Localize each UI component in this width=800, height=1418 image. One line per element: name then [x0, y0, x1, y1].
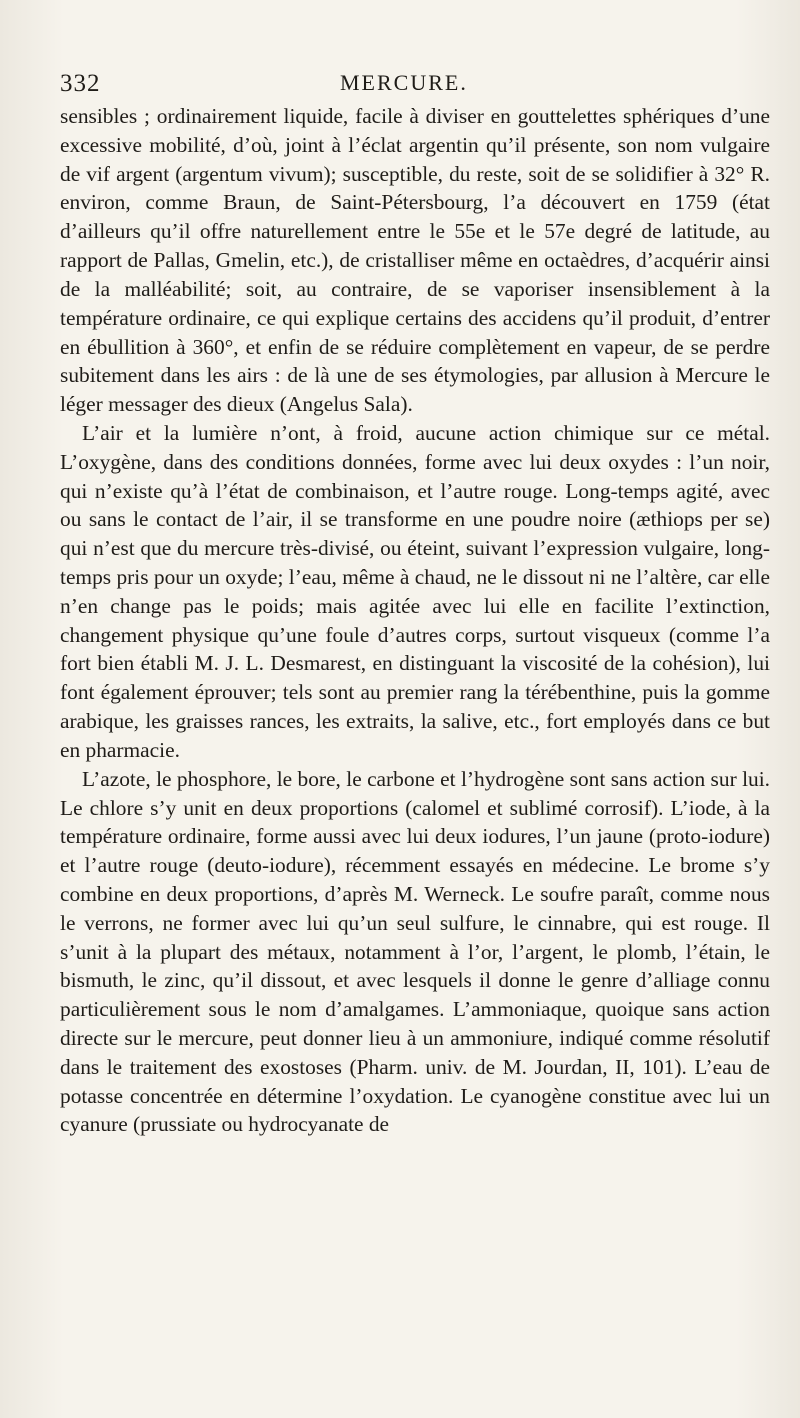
page-header: [60, 62, 770, 102]
paragraph: sensibles ; ordinairement liquide, facile à diviser en gouttelettes sphériques d’une excessive mobilité, d’où, joint à l’éclat argentin qu’il présente, son nom vulgaire de vif argent (argentum vivum); susceptible, du reste, soit de se solidifier à 32° R. environ, comme Braun, de Saint-Pétersbourg, l’a découvert en 1759 (état d’ailleurs qu’il offre naturellement entre le 55e et le 57e degré de latitude, au rapport de Pallas, Gmelin, etc.), de cristalliser même en octaèdres, d’acquérir ainsi de la malléabilité; soit, au contraire, de se vaporiser insensiblement à la température ordinaire, ce qui explique certains des accidens qu’il produit, d’entrer en ébullition à 360°, et enfin de se réduire complètement en vapeur, de se perdre subitement dans les airs : de là une de ses étymologies, par allusion à Mercure le léger messager des dieux (Angelus Sala).: [60, 104, 770, 417]
page-number: 332: [60, 70, 101, 97]
body-text: [60, 102, 770, 1139]
paragraph: L’air et la lumière n’ont, à froid, aucune action chimique sur ce métal. L’oxygène, dans des conditions données, forme avec lui deux oxydes : l’un noir, qui n’existe qu’à l’état de combinaison, et l’autre rouge. Long-temps agité, avec ou sans le contact de l’air, il se transforme en une poudre noire (æthiops per se) qui n’est que du mercure très-divisé, ou éteint, suivant l’expression vulgaire, long-temps pris pour un oxyde; l’eau, même à chaud, ne le dissout ni ne l’altère, car elle n’en change pas le poids; mais agitée avec lui elle en facilite l’extinction, changement physique qu’une foule d’autres corps, surtout visqueux (comme l’a fort bien établi M. J. L. Desmarest, en distinguant la viscosité de la cohésion), lui font également éprouver; tels sont au premier rang la térébenthine, puis la gomme arabique, les graisses rances, les extraits, la salive, etc., fort employés dans ce but en pharmacie.: [60, 420, 770, 762]
running-head: MERCURE.: [340, 70, 468, 95]
paragraph: L’azote, le phosphore, le bore, le carbone et l’hydrogène sont sans action sur lui. Le chlore s’y unit en deux proportions (calomel et sublimé corrosif). L’iode, à la température ordinaire, forme aussi avec lui deux iodures, l’un jaune (proto-iodure) et l’autre rouge (deuto-iodure), récemment essayés en médecine. Le brome s’y combine en deux proportions, d’après M. Werneck. Le soufre paraît, comme nous le verrons, ne former avec lui qu’un seul sulfure, le cinnabre, qui est rouge. Il s’unit à la plupart des métaux, notamment à l’or, l’argent, le plomb, l’étain, le bismuth, le zinc, qu’il dissout, et avec lesquels il donne le genre d’alliage connu particulièrement sous le nom d’amalgames. L’ammoniaque, quoique sans action directe sur le mercure, peut donner lieu à un ammoniure, indiqué comme résolutif dans le traitement des exostoses (Pharm. univ. de M. Jourdan, II, 101). L’eau de potasse concentrée en détermine l’oxydation. Le cyanogène constitue avec lui un cyanure (prussiate ou hydrocyanate de: [60, 766, 770, 1137]
